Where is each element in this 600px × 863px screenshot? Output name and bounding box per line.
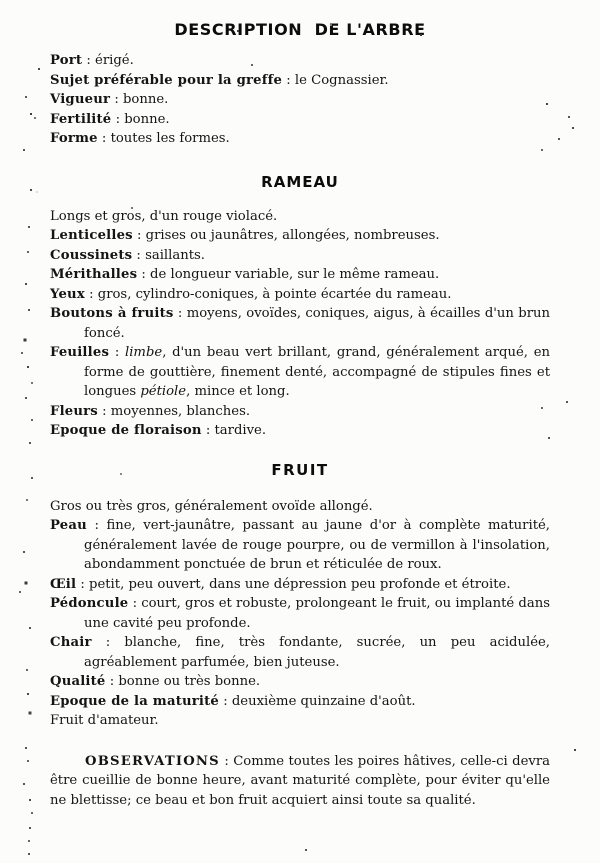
- field-value: , d'un beau vert brillant, grand, généralement arqué, en forme de gouttière, finement denté, accompagné de stipules fines et longues: [84, 345, 551, 399]
- colon-separator: :: [132, 228, 146, 243]
- scanned-book-page: [0, 21, 600, 863]
- colon-separator: :: [110, 92, 123, 107]
- colon-separator: :: [111, 111, 125, 127]
- observations-text: Comme toutes les poires hâtives, celle-ci devra être cueillie de bonne heure, avant maturité complète, pour éviter qu'elle ne blettisse; ce beau et bon fruit acquiert ainsi toute sa qualité.: [50, 753, 550, 809]
- colon-separator: :: [91, 635, 125, 650]
- field-label: Feuilles: [50, 345, 110, 360]
- italic-term-limbe: limbe: [125, 345, 163, 360]
- section-heading-rameau: RAMEAU: [261, 172, 339, 191]
- field-sujet-greffe: [50, 71, 550, 91]
- field-label: Mérithalles: [50, 267, 138, 282]
- field-label: Epoque de floraison: [50, 423, 202, 438]
- field-oeil: [50, 575, 550, 595]
- rameau-intro: Longs et gros, d'un rouge violacé.: [50, 208, 278, 224]
- colon-separator: :: [219, 693, 232, 709]
- colon-separator: :: [132, 247, 146, 263]
- field-value: saillants.: [145, 247, 205, 263]
- section-arbre: [50, 51, 550, 149]
- field-value: petit, peu ouvert, dans une dépression peu profonde et étroite.: [89, 576, 511, 592]
- field-label: Peau: [50, 518, 87, 533]
- fruit-amateur-note: Fruit d'amateur.: [50, 713, 159, 728]
- field-lenticelles: [50, 226, 550, 246]
- field-value: bonne.: [124, 111, 170, 127]
- field-value: deuxième quinzaine d'août.: [231, 693, 416, 709]
- colon-separator: :: [97, 131, 111, 146]
- field-value: de longueur variable, sur le même rameau.: [150, 267, 440, 282]
- colon-separator: :: [219, 753, 234, 769]
- field-label: Port: [50, 53, 83, 68]
- field-value: érigé.: [95, 53, 134, 68]
- field-chair: [50, 633, 550, 672]
- field-label: Forme: [50, 131, 98, 146]
- field-label: Lenticelles: [50, 228, 133, 243]
- field-fertilite: [50, 110, 550, 130]
- section-heading-description-arbre: DESCRIPTION DE L'ARBRE: [174, 20, 426, 39]
- field-vigueur: [50, 90, 550, 110]
- section-rameau: [50, 207, 550, 441]
- field-yeux: [50, 285, 550, 305]
- field-value: gros, cylindro-coniques, à pointe écartée du rameau.: [97, 286, 452, 302]
- field-label: Chair: [50, 635, 92, 650]
- field-label: Œil: [50, 576, 77, 592]
- scan-speck-marks: [0, 21, 2, 23]
- field-merithalles: [50, 265, 550, 285]
- field-value: fine, vert-jaunâtre, passant au jaune d'or à complète maturité, généralement lavée de rouge pourpre, ou de vermillon à l'insolation, abondamment ponctuée de brun et réticulée de roux.: [84, 518, 550, 572]
- field-label: Boutons à fruits: [50, 306, 174, 321]
- field-feuilles: [50, 343, 550, 402]
- field-label: Epoque de la maturité: [50, 693, 220, 709]
- field-boutons-a-fruits: [50, 304, 550, 343]
- field-qualite: [50, 672, 550, 692]
- field-fleurs: [50, 402, 550, 422]
- colon-separator: :: [173, 306, 187, 321]
- field-value: moyens, ovoïdes, coniques, aigus, à écailles d'un brun foncé.: [84, 306, 551, 341]
- colon-separator: :: [282, 72, 295, 88]
- colon-separator: :: [137, 267, 151, 282]
- section-fruit: [50, 497, 550, 731]
- field-label: Vigueur: [50, 92, 111, 107]
- field-label: Qualité: [50, 674, 106, 689]
- field-coussinets: [50, 246, 550, 266]
- colon-separator: :: [82, 53, 96, 68]
- field-label: Coussinets: [50, 247, 133, 263]
- observations-label: OBSERVATIONS: [85, 753, 220, 769]
- field-value: le Cognassier.: [294, 72, 389, 88]
- colon-separator: :: [109, 345, 125, 360]
- italic-term-petiole: pétiole: [140, 384, 187, 399]
- field-value: moyennes, blanches.: [110, 403, 251, 419]
- observations-paragraph: [50, 752, 550, 811]
- field-pedoncule: [50, 594, 550, 633]
- field-epoque-maturite: [50, 692, 550, 712]
- field-value: court, gros et robuste, prolongeant le fruit, ou implanté dans une cavité peu profonde.: [84, 596, 550, 631]
- colon-separator: :: [84, 286, 98, 302]
- colon-separator: :: [86, 518, 107, 533]
- field-value: tardive.: [214, 423, 267, 438]
- field-value: bonne ou très bonne.: [118, 674, 261, 689]
- colon-separator: :: [201, 423, 215, 438]
- field-value: blanche, fine, très fondante, sucrée, un peu acidulée, agréablement parfumée, bien juteuse.: [84, 635, 550, 670]
- field-forme: [50, 129, 550, 149]
- colon-separator: :: [97, 403, 111, 419]
- field-label: Sujet préférable pour la greffe: [50, 72, 283, 88]
- colon-separator: :: [76, 576, 90, 592]
- field-value: toutes les formes.: [110, 131, 230, 146]
- page-content: [50, 21, 550, 811]
- colon-separator: :: [128, 596, 142, 611]
- section-heading-fruit: FRUIT: [271, 460, 329, 479]
- field-peau: [50, 516, 550, 575]
- field-label: Fertilité: [50, 111, 112, 127]
- field-value: , mince et long.: [186, 384, 290, 399]
- fruit-intro: Gros ou très gros, généralement ovoïde allongé.: [50, 498, 373, 514]
- field-label: Yeux: [50, 286, 85, 302]
- field-label: Pédoncule: [50, 596, 129, 611]
- field-port: [50, 51, 550, 71]
- field-label: Fleurs: [50, 403, 98, 419]
- field-value: bonne.: [122, 92, 169, 107]
- field-value: grises ou jaunâtres, allongées, nombreuses.: [145, 228, 440, 243]
- field-epoque-floraison: [50, 421, 550, 441]
- colon-separator: :: [105, 674, 119, 689]
